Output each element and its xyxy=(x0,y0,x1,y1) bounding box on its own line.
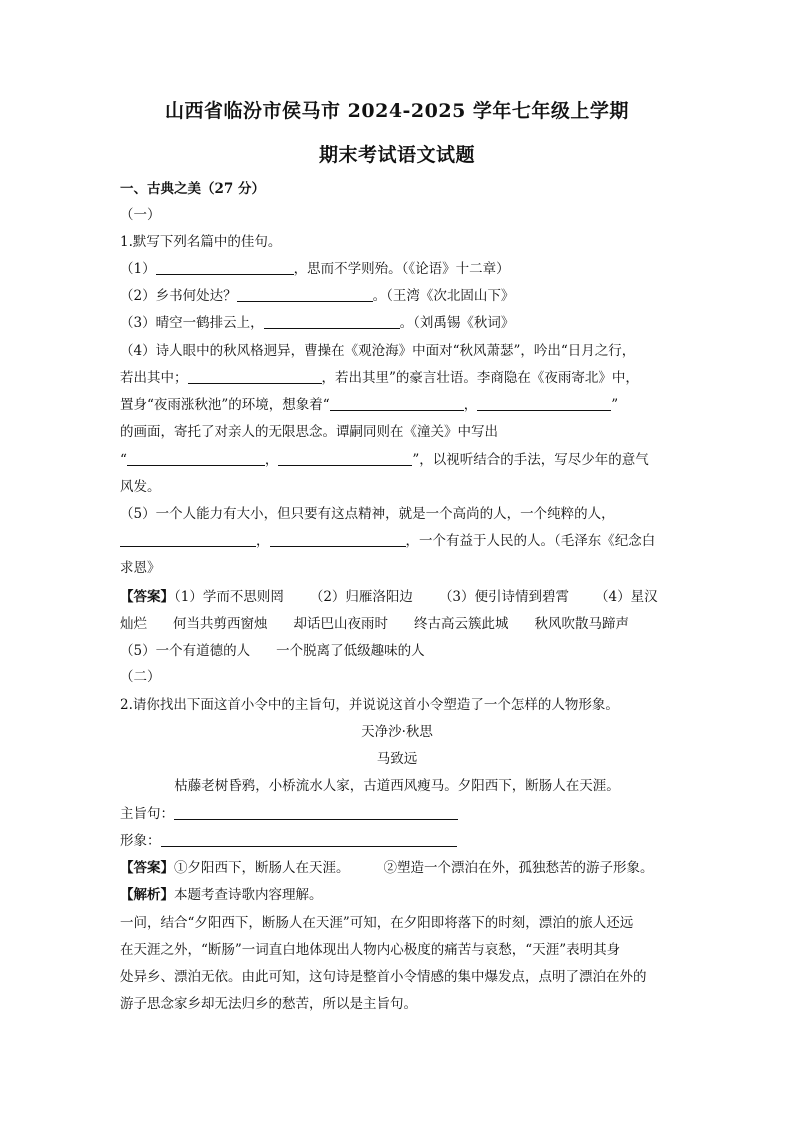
blank-line[interactable] xyxy=(278,449,412,466)
item-text: ”，以视听结合的手法，写尽少年的意气 xyxy=(412,452,649,468)
blank-line[interactable] xyxy=(127,449,265,466)
item-text: 置身“夜雨涨秋池”的环境，想象着“ xyxy=(120,397,330,413)
answer-1-line2 xyxy=(120,611,680,637)
field-image xyxy=(120,828,680,854)
item-number: （1） xyxy=(120,261,156,277)
blank-line[interactable] xyxy=(161,830,457,847)
field-label: 形象： xyxy=(120,833,161,849)
answer-label: 【答案】 xyxy=(120,589,174,605)
item-text: （3）晴空一鹤排云上， xyxy=(120,315,264,331)
analysis-paragraph-line: 一问，结合“夕阳西下，断肠人在天涯”可知，在夕阳即将落下的时刻，漂泊的旅人还远 xyxy=(120,915,634,931)
item-text: ，思而不学则殆。（《论语》十二章） xyxy=(293,261,510,277)
poem-title: 天净沙·秋思 xyxy=(361,724,433,740)
answer-item: ①夕阳西下，断肠人在天涯。 xyxy=(174,860,350,876)
item-text: （2）乡书何处达？ xyxy=(120,288,237,304)
part-label-2: （二） xyxy=(120,669,161,685)
question-1-item-5-line1: （5）一个人能力有大小，但只要有这点精神，就是一个高尚的人，一个纯粹的人， xyxy=(120,506,615,522)
analysis-label: 【解析】 xyxy=(120,887,174,903)
answer-1-line1 xyxy=(120,584,680,610)
answer-item: 终古高云簇此城 xyxy=(414,616,509,632)
item-text: ，若出其里”的豪言壮语。李商隐在《夜雨寄北》中， xyxy=(321,370,639,386)
answer-item: 秋风吹散马蹄声 xyxy=(534,616,629,632)
question-1-item-4-line3 xyxy=(120,392,680,418)
item-text: 若出其中； xyxy=(120,370,188,386)
field-label: 主旨句： xyxy=(120,806,174,822)
poem-text: 枯藤老树昏鸦，小桥流水人家，古道西风瘦马。夕阳西下，断肠人在天涯。 xyxy=(174,778,620,794)
item-text: ，一个有益于人民的人。（毛泽东《纪念白 xyxy=(405,533,656,549)
blank-line[interactable] xyxy=(174,803,458,820)
document-title-line1: 山西省临汾市侯马市 2024-2025 学年七年级上学期 xyxy=(165,100,629,122)
item-text: “ xyxy=(120,452,127,468)
item-text: ” xyxy=(611,397,619,413)
question-1-item-3 xyxy=(120,310,680,336)
blank-line[interactable] xyxy=(330,394,464,411)
blank-line[interactable] xyxy=(120,530,256,547)
analysis-paragraph-line: 在天涯之外，“断肠”一词直白地体现出人物内心极度的痛苦与哀愁，“天涯”表明其身 xyxy=(120,942,621,958)
answer-item: ②塑造一个漂泊在外，孤独愁苦的游子形象。 xyxy=(383,860,654,876)
question-1-item-2 xyxy=(120,283,680,309)
item-text: ， xyxy=(256,533,270,549)
question-1-item-4-line6: 风发。 xyxy=(120,479,161,495)
answer-label: 【答案】 xyxy=(120,860,174,876)
part-label-1: （一） xyxy=(120,207,161,223)
blank-line[interactable] xyxy=(237,285,373,302)
question-1-item-4-line1: （4）诗人眼中的秋风格迥异，曹操在《观沧海》中面对“秋风萧瑟”，吟出“日月之行， xyxy=(120,343,636,359)
answer-item: （2）归雁洛阳边 xyxy=(309,589,413,605)
item-text: 。（王湾《次北固山下》 xyxy=(372,288,515,304)
document-title-line2: 期末考试语文试题 xyxy=(318,144,475,166)
answer-item: （5）一个有道德的人 xyxy=(120,643,251,659)
blank-line[interactable] xyxy=(156,258,294,275)
analysis-paragraph-line: 处异乡、漂泊无依。由此可知，这句诗是整首小令情感的集中爆发点，点明了漂泊在外的 xyxy=(120,969,647,985)
answer-item: （1）学而不思则罔 xyxy=(174,589,284,605)
section-heading: 一、古典之美（27 分） xyxy=(120,181,265,197)
answer-1-line3 xyxy=(120,638,680,664)
blank-line[interactable] xyxy=(477,394,611,411)
answer-2 xyxy=(120,855,680,881)
analysis-text: 本题考查诗歌内容理解。 xyxy=(174,887,323,903)
item-text: ， xyxy=(463,397,478,413)
analysis-2 xyxy=(120,882,680,908)
question-1-item-4-line2 xyxy=(120,365,680,391)
question-1-item-4-line5 xyxy=(120,447,680,473)
blank-line[interactable] xyxy=(270,530,406,547)
blank-line[interactable] xyxy=(188,367,322,384)
answer-item: 灿烂 xyxy=(120,616,147,632)
analysis-paragraph-line: 游子思念家乡却无法归乡的愁苦，所以是主旨句。 xyxy=(120,996,417,1012)
item-text: 。（刘禹锡《秋词》 xyxy=(399,315,515,331)
question-1-item-5-line2 xyxy=(120,528,680,554)
answer-item: 却话巴山夜雨时 xyxy=(293,616,388,632)
question-1-item-1 xyxy=(120,256,680,282)
question-1-item-4-line4: 的画面，寄托了对亲人的无限思念。谭嗣同则在《潼关》中写出 xyxy=(120,424,498,440)
blank-line[interactable] xyxy=(264,312,400,329)
item-text: ， xyxy=(264,452,279,468)
answer-item: （3）便引诗情到碧霄 xyxy=(438,589,570,605)
answer-item: 何当共剪西窗烛 xyxy=(173,616,268,632)
question-1-item-5-line3: 求恩》 xyxy=(120,560,161,576)
answer-item: 一个脱离了低级趣味的人 xyxy=(276,643,425,659)
poem-author: 马致远 xyxy=(376,751,418,767)
answer-item: （4）星汉 xyxy=(595,589,658,605)
question-2-prompt: 2.请你找出下面这首小令中的主旨句，并说说这首小令塑造了一个怎样的人物形象。 xyxy=(120,697,619,713)
question-1-prompt: 1.默写下列名篇中的佳句。 xyxy=(120,234,282,250)
field-theme-sentence xyxy=(120,801,680,827)
